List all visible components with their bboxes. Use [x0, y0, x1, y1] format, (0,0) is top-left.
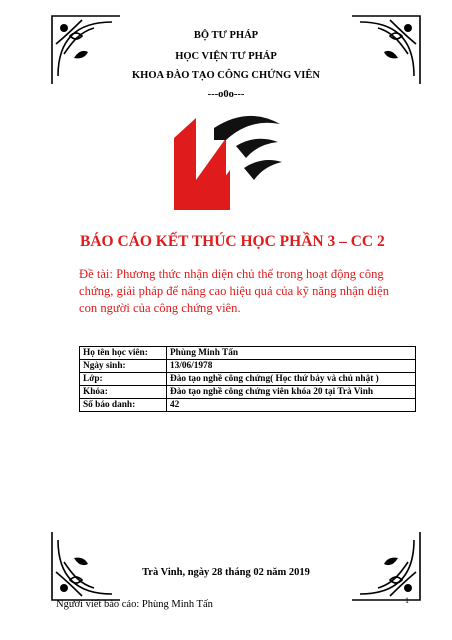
info-value: Đào tạo nghề công chứng viên khóa 20 tại Trà Vinh — [167, 386, 416, 399]
info-label: Khóa: — [80, 386, 167, 399]
report-date: Trà Vinh, ngày 28 tháng 02 năm 2019 — [142, 567, 310, 578]
report-topic — [79, 266, 429, 317]
ministry-name: BỘ TƯ PHÁP — [193, 30, 259, 41]
report-author: Người viết báo cáo: Phùng Minh Tấn — [56, 599, 213, 610]
topic-line: chứng, giải pháp để nâng cao hiệu quả của kỹ năng nhận diện — [79, 284, 390, 298]
info-label: Số báo danh: — [80, 399, 167, 412]
academy-name: HỌC VIỆN TƯ PHÁP — [175, 51, 277, 62]
info-label: Họ tên học viên: — [80, 347, 167, 360]
info-label: Lớp: — [80, 373, 167, 386]
table-row — [80, 347, 416, 360]
student-info-table — [79, 346, 416, 412]
info-label: Ngày sinh: — [80, 360, 167, 373]
page-number: 1 — [405, 596, 409, 605]
info-value: 42 — [167, 399, 416, 412]
faculty-name: KHOA ĐÀO TẠO CÔNG CHỨNG VIÊN — [132, 70, 320, 81]
report-title: BÁO CÁO KẾT THÚC HỌC PHẦN 3 – CC 2 — [80, 233, 385, 250]
info-value: Phùng Minh Tấn — [167, 347, 416, 360]
academy-logo — [170, 110, 282, 212]
header-separator: ---o0o--- — [207, 89, 245, 100]
info-value: Đào tạo nghề công chứng( Học thứ bảy và chủ nhật ) — [167, 373, 416, 386]
table-row — [80, 399, 416, 412]
table-row — [80, 386, 416, 399]
table-row — [80, 373, 416, 386]
topic-line: Đề tài: Phương thức nhận diện chủ thể trong hoạt động công — [79, 267, 384, 281]
table-row — [80, 360, 416, 373]
topic-line: con người của công chứng viên. — [79, 301, 241, 315]
info-value: 13/06/1978 — [167, 360, 416, 373]
